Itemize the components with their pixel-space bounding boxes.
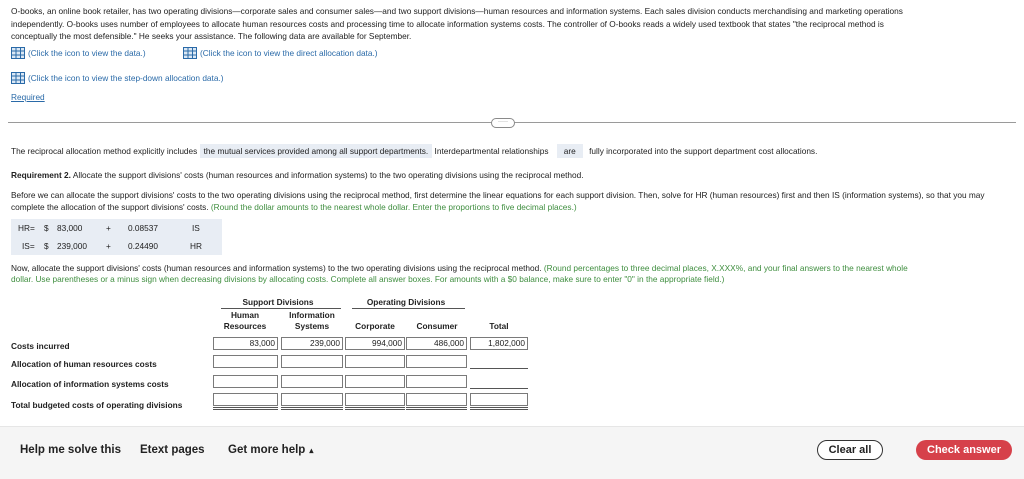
col-header-is-2: Systems bbox=[294, 321, 330, 331]
direct-allocation-link[interactable] bbox=[183, 47, 378, 59]
data-link[interactable] bbox=[11, 47, 146, 59]
problem-intro bbox=[11, 5, 1017, 43]
intro-line-2: independently. O-books uses number of employees to allocate human resources costs and processing time to allocate information systems costs. The controller of O-books reads a widely used textbook that states "the reciprocal method is bbox=[11, 18, 884, 29]
alloc-is-corporate-input[interactable] bbox=[345, 375, 405, 388]
alloc-hr-total-line bbox=[470, 368, 528, 369]
equation-is-coef-input[interactable]: 0.24490 bbox=[128, 241, 158, 251]
table-icon[interactable] bbox=[11, 72, 25, 84]
alloc-hr-hr-input[interactable] bbox=[213, 355, 278, 368]
alloc-is-total-line bbox=[470, 388, 528, 389]
row-label-allocation-hr: Allocation of human resources costs bbox=[11, 359, 157, 369]
double-underline bbox=[213, 407, 278, 410]
col-header-is bbox=[279, 310, 345, 332]
col-header-total: Total bbox=[489, 321, 509, 331]
group-header-operating: Operating Divisions bbox=[366, 297, 446, 307]
table-icon[interactable] bbox=[11, 47, 25, 59]
equation-instructions bbox=[11, 189, 1011, 213]
alloc-is-consumer-input[interactable] bbox=[406, 375, 467, 388]
get-more-help-label[interactable]: Get more help bbox=[228, 444, 306, 456]
statement-answer-1-dropdown[interactable]: the mutual services provided among all support departments. bbox=[200, 144, 433, 158]
table-icon[interactable] bbox=[183, 47, 197, 59]
costs-incurred-consumer-input[interactable]: 486,000 bbox=[406, 337, 467, 350]
col-header-hr bbox=[212, 310, 278, 332]
row-label-total-budgeted: Total budgeted costs of operating divisions bbox=[11, 400, 183, 410]
allocation-instructions-note-2: dollar. Use parentheses or a minus sign when decreasing divisions by allocating costs. Complete all answer boxes. For amounts with a $0 balance, make sure to enter "0" in the appropriate field.) bbox=[11, 274, 725, 284]
clear-all-button[interactable]: Clear all bbox=[817, 440, 883, 460]
double-underline bbox=[281, 407, 343, 410]
get-more-help-button[interactable] bbox=[228, 444, 313, 456]
costs-incurred-is-input[interactable]: 239,000 bbox=[281, 337, 343, 350]
data-link-label[interactable]: (Click the icon to view the data.) bbox=[28, 48, 146, 58]
equation-hr-plus: + bbox=[106, 223, 111, 233]
row-label-costs-incurred: Costs incurred bbox=[11, 341, 70, 351]
requirement-label: Requirement 2. bbox=[11, 170, 71, 180]
statement-answer-2-dropdown[interactable]: are bbox=[557, 144, 583, 158]
equation-is-lhs: IS= bbox=[22, 241, 35, 251]
allocation-instructions bbox=[11, 263, 1019, 285]
help-me-solve-button[interactable]: Help me solve this bbox=[20, 444, 121, 456]
costs-incurred-corporate-input[interactable]: 994,000 bbox=[345, 337, 405, 350]
col-header-hr-2: Resources bbox=[223, 321, 267, 331]
equation-is-var: HR bbox=[190, 241, 202, 251]
total-budgeted-total-input[interactable] bbox=[470, 393, 528, 406]
required-link[interactable]: Required bbox=[11, 92, 45, 102]
equation-hr-var: IS bbox=[192, 223, 200, 233]
col-header-is-1: Information bbox=[289, 310, 335, 320]
equation-is-plus: + bbox=[106, 241, 111, 251]
statement-suffix: fully incorporated into the support department cost allocations. bbox=[589, 146, 818, 156]
double-underline bbox=[345, 407, 405, 410]
total-budgeted-hr-input[interactable] bbox=[213, 393, 278, 406]
equation-instructions-text: Before we can allocate the support divisions' costs to the two operating divisions using the reciprocal method, first determine the linear equations for each support division. Then, solve for HR (human resources) first and then IS (information systems), so that you may complete the allocation of the support divisions' costs. bbox=[11, 190, 985, 212]
caret-up-icon: ▴ bbox=[309, 445, 314, 455]
equation-hr-lhs: HR= bbox=[18, 223, 35, 233]
divider-handle-icon[interactable]: ····· bbox=[491, 118, 515, 128]
col-header-hr-1: Human bbox=[230, 310, 260, 320]
col-header-corporate: Corporate bbox=[355, 321, 395, 331]
equation-hr-amount-input[interactable]: 83,000 bbox=[57, 223, 83, 233]
intro-line-3: conceptually the most defensible." He seeks your assistance. The following data are available for September. bbox=[11, 31, 412, 41]
etext-pages-button[interactable]: Etext pages bbox=[140, 444, 205, 456]
group-underline-support bbox=[221, 308, 341, 309]
costs-incurred-hr-input[interactable]: 83,000 bbox=[213, 337, 278, 350]
group-underline-operating bbox=[352, 308, 465, 309]
alloc-is-hr-input[interactable] bbox=[213, 375, 278, 388]
col-header-consumer: Consumer bbox=[416, 321, 458, 331]
statement-middle: Interdepartmental relationships bbox=[434, 146, 549, 156]
equation-hr-coef-input[interactable]: 0.08537 bbox=[128, 223, 158, 233]
equation-hr-dollar: $ bbox=[44, 223, 49, 233]
equation-instructions-note: (Round the dollar amounts to the nearest whole dollar. Enter the proportions to five decimal places.) bbox=[210, 202, 577, 212]
group-header-support: Support Divisions bbox=[242, 297, 314, 307]
alloc-hr-corporate-input[interactable] bbox=[345, 355, 405, 368]
requirement-text: Allocate the support divisions' costs (human resources and information systems) to the two operating divisions using the reciprocal method. bbox=[72, 170, 584, 180]
direct-allocation-link-label[interactable]: (Click the icon to view the direct allocation data.) bbox=[200, 48, 378, 58]
requirement-heading bbox=[11, 170, 584, 180]
alloc-is-is-input[interactable] bbox=[281, 375, 343, 388]
step-down-link-label[interactable]: (Click the icon to view the step-down allocation data.) bbox=[28, 73, 224, 83]
total-budgeted-corporate-input[interactable] bbox=[345, 393, 405, 406]
statement-prefix: The reciprocal allocation method explicitly includes bbox=[11, 146, 198, 156]
double-underline bbox=[406, 407, 467, 410]
row-label-allocation-is: Allocation of information systems costs bbox=[11, 379, 169, 389]
allocation-instructions-text: Now, allocate the support divisions' costs (human resources and information systems) to the two operating divisions using the reciprocal method. bbox=[11, 263, 542, 273]
equation-is-dollar: $ bbox=[44, 241, 49, 251]
costs-incurred-total-input[interactable]: 1,802,000 bbox=[470, 337, 528, 350]
double-underline bbox=[470, 407, 528, 410]
check-answer-button[interactable]: Check answer bbox=[916, 440, 1012, 460]
allocation-instructions-note-1: (Round percentages to three decimal places, X.XXX%, and your final answers to the nearest whole bbox=[543, 263, 908, 273]
alloc-hr-consumer-input[interactable] bbox=[406, 355, 467, 368]
alloc-hr-is-input[interactable] bbox=[281, 355, 343, 368]
step-down-link[interactable] bbox=[11, 72, 224, 84]
total-budgeted-is-input[interactable] bbox=[281, 393, 343, 406]
equation-is-amount-input[interactable]: 239,000 bbox=[57, 241, 87, 251]
total-budgeted-consumer-input[interactable] bbox=[406, 393, 467, 406]
reciprocal-statement bbox=[11, 146, 817, 156]
intro-line-1: O-books, an online book retailer, has two operating divisions—corporate sales and consumer sales—and two support divisions—human resources and information systems. Each sales division conducts merchandising and marketing operations bbox=[11, 6, 903, 16]
